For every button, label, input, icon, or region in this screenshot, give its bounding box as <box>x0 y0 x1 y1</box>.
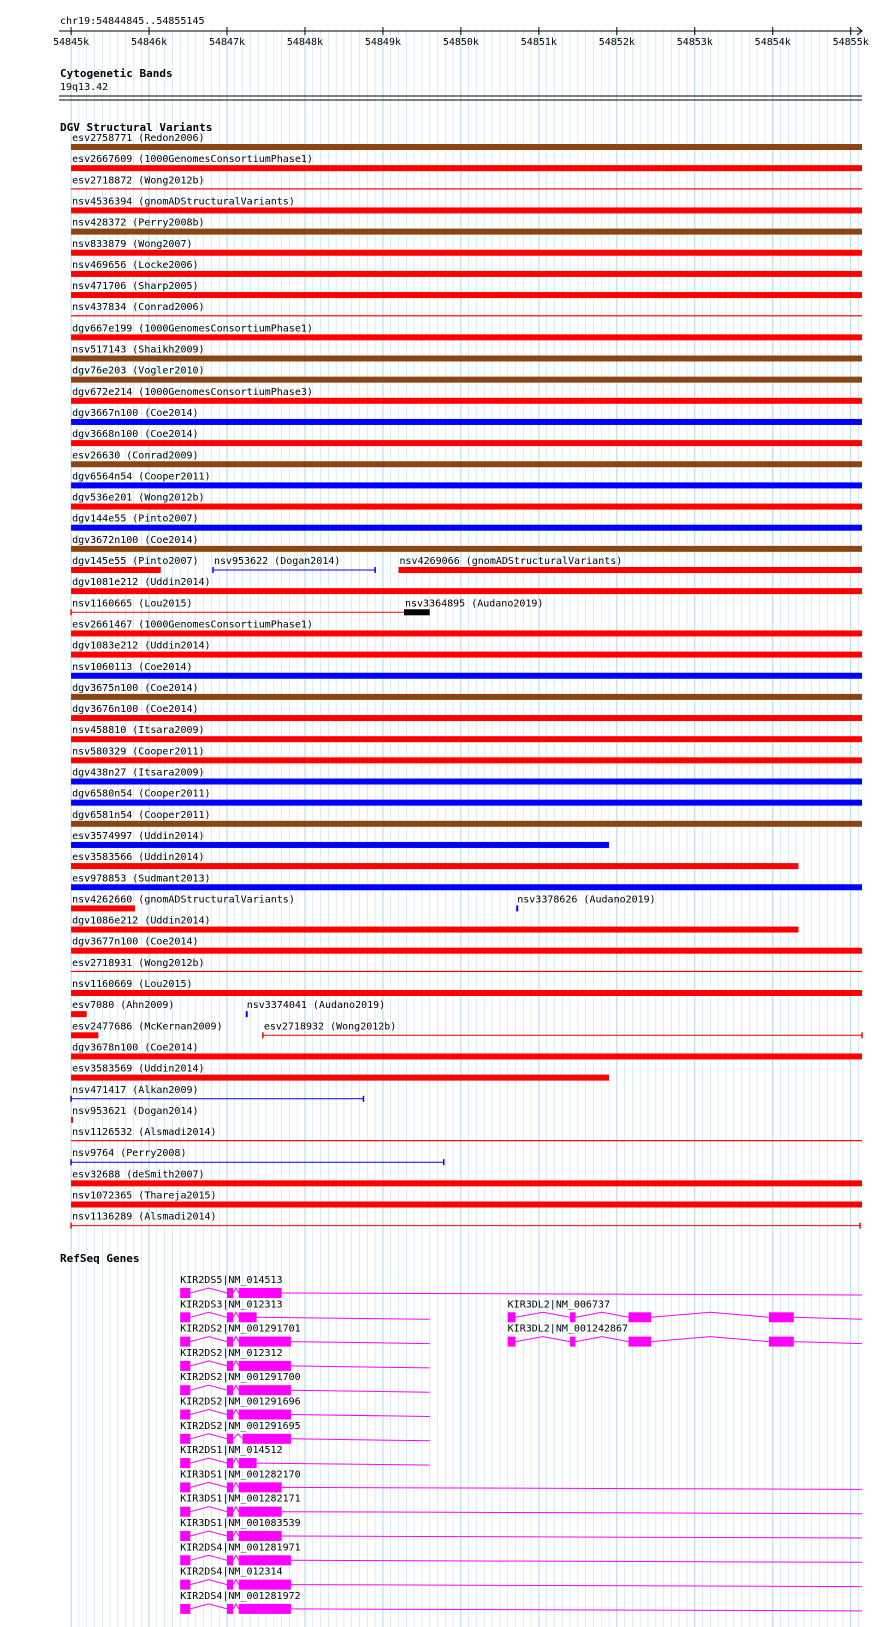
gene-exon[interactable] <box>227 1531 233 1541</box>
variant-bar[interactable] <box>71 250 862 256</box>
gene-exon[interactable] <box>239 1555 291 1565</box>
variant-feature[interactable] <box>71 450 862 467</box>
gene-exon[interactable] <box>227 1385 233 1395</box>
variant-bar[interactable] <box>71 779 862 785</box>
variant-feature[interactable] <box>71 218 862 235</box>
variant-feature[interactable] <box>71 662 862 679</box>
variant-feature[interactable] <box>71 725 862 742</box>
variant-label: esv978853 (Sudmant2013) <box>72 873 211 885</box>
variant-label: nsv471706 (Sharp2005) <box>72 281 199 293</box>
gene-intron <box>233 1555 238 1560</box>
variant-bar[interactable] <box>71 356 862 362</box>
variant-label: dgv1083e212 (Uddin2014) <box>72 640 211 652</box>
variant-bar[interactable] <box>71 377 862 383</box>
variant-feature[interactable] <box>71 894 295 911</box>
ruler-tick-label: 54854k <box>754 37 791 48</box>
variant-feature[interactable] <box>71 1000 174 1017</box>
variant-label: nsv437834 (Conrad2006) <box>72 302 205 314</box>
variant-feature[interactable] <box>71 429 862 446</box>
gene-exon[interactable] <box>227 1580 233 1590</box>
gene-exon[interactable] <box>239 1531 282 1541</box>
ruler-tick-label: 54855k <box>832 37 869 48</box>
gene-exon[interactable] <box>769 1337 794 1347</box>
variant-bar[interactable] <box>246 1011 248 1017</box>
gene-utr-line <box>291 1439 430 1441</box>
variant-label: nsv471417 (Alkan2009) <box>72 1084 199 1096</box>
variant-label: nsv1072365 (Thareja2015) <box>72 1190 217 1202</box>
gene-feature[interactable] <box>180 1542 862 1565</box>
variant-bar[interactable] <box>404 609 430 615</box>
variant-feature[interactable] <box>71 471 862 488</box>
gene-label: KIR3DS1|NM_001083539 <box>180 1518 301 1529</box>
variant-feature[interactable] <box>404 598 543 615</box>
variant-label: nsv1136289 (Alsmadi2014) <box>72 1211 217 1223</box>
variant-label: dgv6581n54 (Cooper2011) <box>72 809 211 821</box>
variant-label: dgv3677n100 (Coe2014) <box>72 936 199 948</box>
gene-exon[interactable] <box>239 1288 282 1298</box>
variant-label: nsv3364895 (Audano2019) <box>404 598 544 610</box>
variant-feature[interactable] <box>71 789 862 806</box>
ruler-tick-label: 54845k <box>53 37 90 48</box>
variant-label: dgv438n27 (Itsara2009) <box>72 767 205 779</box>
gene-label: KIR2DS2|NM_001291700 <box>180 1372 301 1384</box>
variant-feature[interactable] <box>71 810 862 827</box>
variant-bar[interactable] <box>71 652 862 658</box>
gene-exon[interactable] <box>629 1312 652 1322</box>
variant-bar[interactable] <box>71 334 862 340</box>
variant-feature[interactable] <box>71 768 862 785</box>
gene-exon[interactable] <box>508 1312 516 1322</box>
variant-bar[interactable] <box>71 504 862 510</box>
variant-feature[interactable] <box>71 979 862 996</box>
gene-utr-line <box>291 1585 862 1587</box>
ruler-location: chr19:54844845..54855145 <box>60 16 205 27</box>
gene-exon[interactable] <box>180 1410 190 1420</box>
variant-label: esv3574997 (Uddin2014) <box>72 830 205 842</box>
variant-bar[interactable] <box>71 398 862 404</box>
variant-label: nsv580329 (Cooper2011) <box>72 746 205 758</box>
gene-label: KIR2DS2|NM_012312 <box>180 1347 283 1359</box>
gene-utr-line <box>282 1487 862 1489</box>
gene-exon[interactable] <box>239 1604 291 1614</box>
gene-label: KIR2DS2|NM_001291696 <box>180 1396 301 1408</box>
variant-feature[interactable] <box>71 704 862 721</box>
variant-bar[interactable] <box>71 144 862 150</box>
gene-intron <box>233 1507 238 1512</box>
gene-exon[interactable] <box>227 1434 233 1444</box>
variant-label: dgv3676n100 (Coe2014) <box>72 704 199 716</box>
variant-bar[interactable] <box>71 1075 609 1081</box>
variant-bar[interactable] <box>71 1202 862 1208</box>
gene-label: KIR2DS2|NM_001291701 <box>180 1323 301 1335</box>
variant-bar[interactable] <box>71 757 862 763</box>
gene-intron <box>233 1604 238 1609</box>
variant-label: dgv3668n100 (Coe2014) <box>72 429 199 441</box>
gene-exon[interactable] <box>180 1604 190 1614</box>
variant-feature[interactable] <box>71 1106 198 1123</box>
variant-label: nsv4536394 (gnomADStructuralVariants) <box>72 196 295 208</box>
gene-exon[interactable] <box>180 1531 190 1541</box>
variant-label: nsv1160665 (Lou2015) <box>72 598 193 610</box>
variant-feature[interactable] <box>71 175 862 189</box>
variant-bar[interactable] <box>71 271 862 277</box>
variant-feature[interactable] <box>71 831 609 848</box>
gene-utr-line <box>282 1512 862 1514</box>
variant-bar[interactable] <box>71 630 862 636</box>
gene-intron <box>233 1482 238 1487</box>
gene-intron <box>233 1312 238 1317</box>
gene-exon[interactable] <box>239 1410 291 1420</box>
variant-label: esv7080 (Ahn2009) <box>72 1000 175 1012</box>
variant-label: nsv469656 (Locke2006) <box>72 259 199 271</box>
gene-label: KIR2DS4|NM_001281971 <box>180 1542 301 1554</box>
gene-exon[interactable] <box>180 1361 190 1371</box>
ruler-tick-label: 54849k <box>364 37 401 48</box>
variant-label: dgv3675n100 (Coe2014) <box>72 682 199 694</box>
gene-intron <box>651 1312 769 1317</box>
gene-exon[interactable] <box>180 1337 190 1347</box>
variant-label: dgv144e55 (Pinto2007) <box>72 513 199 525</box>
gene-exon[interactable] <box>570 1337 575 1347</box>
variant-feature[interactable] <box>71 873 862 890</box>
variant-label: nsv953621 (Dogan2014) <box>72 1105 199 1117</box>
gene-exon[interactable] <box>570 1312 575 1322</box>
gene-exon[interactable] <box>180 1288 190 1298</box>
variant-bar[interactable] <box>71 229 862 235</box>
variant-bar[interactable] <box>399 567 862 573</box>
gene-exon[interactable] <box>769 1312 794 1322</box>
variant-bar[interactable] <box>71 588 862 594</box>
gene-utr-line <box>291 1609 862 1611</box>
ruler-tick-label: 54850k <box>442 37 479 48</box>
variant-label: esv3583566 (Uddin2014) <box>72 852 205 864</box>
variant-label: nsv458810 (Itsara2009) <box>72 725 205 737</box>
gene-exon[interactable] <box>227 1482 233 1492</box>
variant-feature[interactable] <box>71 408 862 425</box>
variant-feature[interactable] <box>71 1042 862 1059</box>
variant-feature[interactable] <box>71 535 862 552</box>
ruler-tick-label: 54848k <box>286 37 324 48</box>
gene-intron <box>515 1337 570 1342</box>
gene-feature[interactable] <box>180 1469 862 1492</box>
gene-exon[interactable] <box>227 1555 233 1565</box>
gene-label: KIR2DS3|NM_012313 <box>180 1299 283 1311</box>
gene-intron <box>233 1288 238 1293</box>
variant-label: dgv667e199 (1000GenomesConsortiumPhase1) <box>72 323 313 335</box>
gene-label: KIR3DS1|NM_001282170 <box>180 1469 301 1481</box>
variant-bar[interactable] <box>516 905 518 911</box>
ruler-tick-label: 54851k <box>520 37 557 48</box>
variant-bar[interactable] <box>71 292 862 298</box>
variant-feature[interactable] <box>71 493 862 510</box>
variant-label: nsv9764 (Perry2008) <box>72 1148 187 1160</box>
variant-feature[interactable] <box>71 937 862 954</box>
variant-label: nsv1060113 (Coe2014) <box>72 661 193 673</box>
variant-label: nsv4269066 (gnomADStructuralVariants) <box>399 556 623 567</box>
gene-exon[interactable] <box>239 1337 291 1347</box>
gene-exon[interactable] <box>239 1385 291 1395</box>
variant-bar[interactable] <box>71 546 862 552</box>
gene-exon[interactable] <box>227 1312 233 1322</box>
ruler-tick-label: 54852k <box>598 37 635 48</box>
variant-label: esv32688 (deSmith2007) <box>72 1169 205 1181</box>
variant-label: esv2718931 (Wong2012b) <box>72 957 205 969</box>
gene-intron <box>233 1361 238 1366</box>
variant-feature[interactable] <box>71 1127 862 1141</box>
variant-feature[interactable] <box>71 746 862 763</box>
variant-label: dgv3678n100 (Coe2014) <box>72 1042 199 1054</box>
variant-bar[interactable] <box>71 821 862 827</box>
gene-intron <box>515 1312 570 1317</box>
variant-feature[interactable] <box>71 641 862 658</box>
gene-label: KIR3DS1|NM_001282171 <box>180 1493 301 1505</box>
variant-label: nsv953622 (Dogan2014) <box>213 556 341 567</box>
gene-feature[interactable] <box>180 1591 862 1614</box>
gene-exon[interactable] <box>227 1337 233 1347</box>
variant-feature[interactable] <box>71 133 862 150</box>
variant-feature[interactable] <box>71 916 798 933</box>
variant-bar[interactable] <box>71 165 862 171</box>
gene-exon[interactable] <box>180 1434 190 1444</box>
variant-label: dgv6564n54 (Cooper2011) <box>72 471 211 483</box>
variant-feature[interactable] <box>71 239 862 256</box>
variant-bar[interactable] <box>71 1032 98 1038</box>
gene-exon[interactable] <box>227 1507 233 1517</box>
gene-intron <box>233 1337 238 1342</box>
gene-exon[interactable] <box>180 1555 190 1565</box>
gene-exon[interactable] <box>227 1604 233 1614</box>
variant-feature[interactable] <box>71 514 862 531</box>
variant-bar[interactable] <box>71 419 862 425</box>
variant-label: esv26630 (Conrad2009) <box>72 450 199 462</box>
gene-exon[interactable] <box>243 1434 291 1444</box>
variant-feature[interactable] <box>71 387 862 404</box>
variant-label: esv2758771 (Redon2006) <box>72 133 205 144</box>
variant-feature[interactable] <box>71 281 862 298</box>
variant-bar[interactable] <box>71 315 862 316</box>
variant-label: nsv3374041 (Audano2019) <box>246 1000 386 1012</box>
variant-feature[interactable] <box>71 1064 609 1081</box>
variant-label: esv2667609 (1000GenomesConsortiumPhase1) <box>72 154 313 166</box>
variant-feature[interactable] <box>71 852 798 869</box>
gene-feature[interactable] <box>508 1324 862 1347</box>
variant-label: nsv428372 (Perry2008b) <box>72 217 205 229</box>
gene-feature[interactable] <box>180 1567 862 1590</box>
gene-exon[interactable] <box>180 1458 190 1468</box>
variant-feature[interactable] <box>71 260 862 277</box>
variant-label: dgv3667n100 (Coe2014) <box>72 407 199 419</box>
variant-feature[interactable] <box>71 323 862 340</box>
variant-feature[interactable] <box>71 1021 223 1038</box>
cytoband-label: 19q13.42 <box>60 82 109 93</box>
cytoband-track-title: Cytogenetic Bands <box>60 67 173 80</box>
variant-feature[interactable] <box>71 598 406 615</box>
gene-utr-line <box>291 1415 430 1417</box>
variant-label: nsv3378626 (Audano2019) <box>517 894 656 906</box>
variant-feature[interactable] <box>516 894 655 911</box>
variant-bar[interactable] <box>71 1053 862 1059</box>
gene-exon[interactable] <box>629 1337 652 1347</box>
variant-bar[interactable] <box>71 905 135 911</box>
variant-label: nsv1160669 (Lou2015) <box>72 979 193 990</box>
ruler-tick-label: 54853k <box>676 37 713 48</box>
variant-label: esv3583569 (Uddin2014) <box>72 1063 205 1075</box>
gene-utr-line <box>291 1560 862 1562</box>
variant-label: dgv536e201 (Wong2012b) <box>72 492 205 504</box>
gene-feature[interactable] <box>180 1518 862 1541</box>
ruler-track <box>53 16 869 48</box>
gene-exon[interactable] <box>239 1458 257 1468</box>
variant-feature[interactable] <box>71 345 862 362</box>
gene-intron <box>233 1531 238 1536</box>
gene-exon[interactable] <box>227 1410 233 1420</box>
gene-intron <box>233 1385 238 1390</box>
gene-intron <box>575 1312 628 1317</box>
variant-label: dgv3672n100 (Coe2014) <box>72 534 199 546</box>
variant-feature[interactable] <box>71 1148 444 1165</box>
variant-bar[interactable] <box>71 971 862 972</box>
gene-label: KIR3DL2|NM_006737 <box>507 1299 611 1311</box>
variant-bar[interactable] <box>71 1011 87 1017</box>
gene-intron <box>233 1410 238 1415</box>
variant-feature[interactable] <box>71 154 862 171</box>
variant-feature[interactable] <box>246 1000 385 1017</box>
variant-bar[interactable] <box>71 715 862 721</box>
variant-label: esv2477686 (McKernan2009) <box>72 1021 223 1033</box>
variant-label: dgv6580n54 (Cooper2011) <box>72 788 211 800</box>
gene-exon[interactable] <box>239 1361 291 1371</box>
gene-feature[interactable] <box>180 1494 862 1517</box>
variant-label: esv2718932 (Wong2012b) <box>263 1021 397 1033</box>
variant-feature[interactable] <box>71 958 862 972</box>
gene-intron <box>575 1337 628 1342</box>
gene-exon[interactable] <box>227 1288 233 1298</box>
variant-feature[interactable] <box>71 619 862 636</box>
variant-feature[interactable] <box>71 302 862 316</box>
variant-bar[interactable] <box>71 990 862 996</box>
gene-utr-line <box>291 1366 430 1368</box>
gene-utr-line <box>291 1390 430 1392</box>
refseq-track-title: RefSeq Genes <box>60 1252 140 1265</box>
variant-bar[interactable] <box>71 884 862 890</box>
variant-label: dgv1081e212 (Uddin2014) <box>72 577 211 589</box>
variant-label: esv2661467 (1000GenomesConsortiumPhase1) <box>72 619 313 631</box>
variant-label: dgv1086e212 (Uddin2014) <box>72 915 211 927</box>
gene-exon[interactable] <box>239 1312 257 1322</box>
variant-feature[interactable] <box>71 1169 862 1186</box>
gene-label: KIR2DS2|NM_001291695 <box>180 1420 301 1432</box>
variant-bar[interactable] <box>71 842 609 848</box>
gene-utr-line <box>291 1342 430 1344</box>
variant-bar[interactable] <box>71 1140 862 1141</box>
gene-feature[interactable] <box>180 1275 862 1298</box>
variant-bar[interactable] <box>71 948 862 954</box>
gene-feature[interactable] <box>508 1299 862 1322</box>
gene-exon[interactable] <box>239 1580 291 1590</box>
gene-utr-line <box>257 1463 430 1465</box>
variant-feature[interactable] <box>213 556 375 573</box>
variant-label: esv2718872 (Wong2012b) <box>72 175 205 187</box>
gene-utr-line <box>282 1293 862 1295</box>
variant-bar[interactable] <box>71 482 862 488</box>
gene-exon[interactable] <box>227 1458 233 1468</box>
gene-exon[interactable] <box>180 1580 190 1590</box>
gene-intron <box>651 1337 769 1342</box>
variant-bar[interactable] <box>71 207 862 213</box>
variant-bar[interactable] <box>71 800 862 806</box>
variant-feature[interactable] <box>71 683 862 700</box>
variant-bar[interactable] <box>71 567 161 573</box>
gene-label: KIR2DS4|NM_001281972 <box>180 1590 301 1602</box>
variant-feature[interactable] <box>71 577 862 594</box>
gene-exon[interactable] <box>180 1507 190 1517</box>
gene-exon[interactable] <box>180 1385 190 1395</box>
variant-bar[interactable] <box>71 863 798 869</box>
variant-bar[interactable] <box>71 525 862 531</box>
variant-feature[interactable] <box>71 556 198 573</box>
dgv-track-title: DGV Structural Variants <box>60 121 213 134</box>
gene-label: KIR2DS5|NM_014513 <box>180 1275 283 1286</box>
variant-bar[interactable] <box>71 440 862 446</box>
variant-feature[interactable] <box>71 1085 363 1102</box>
variant-label: dgv145e55 (Pinto2007) <box>72 556 199 567</box>
gene-exon[interactable] <box>239 1482 282 1492</box>
variant-bar[interactable] <box>71 927 798 933</box>
variant-bar[interactable] <box>71 673 862 679</box>
gene-label: KIR3DL2|NM_001242867 <box>507 1323 629 1335</box>
gene-exon[interactable] <box>239 1507 282 1517</box>
variant-feature[interactable] <box>71 366 862 383</box>
variant-label: nsv1126532 (Alsmadi2014) <box>72 1127 217 1139</box>
gene-utr-line <box>282 1536 862 1538</box>
variant-bar[interactable] <box>71 188 862 189</box>
gene-label: KIR2DS1|NM_014512 <box>180 1445 283 1457</box>
variant-feature[interactable] <box>71 196 862 213</box>
variant-bar[interactable] <box>71 1180 862 1186</box>
variant-bar[interactable] <box>71 694 862 700</box>
variant-bar[interactable] <box>71 1117 73 1123</box>
variant-label: nsv833879 (Wong2007) <box>72 238 193 250</box>
gene-exon[interactable] <box>227 1361 233 1371</box>
gene-exon[interactable] <box>508 1337 516 1347</box>
ruler-tick-label: 54847k <box>208 37 246 48</box>
gene-exon[interactable] <box>180 1482 190 1492</box>
gene-intron <box>233 1580 238 1585</box>
ruler-tick-label: 54846k <box>130 37 168 48</box>
variant-label: dgv76e203 (Vogler2010) <box>72 365 205 377</box>
gene-intron <box>233 1458 238 1463</box>
gene-utr-line <box>257 1317 430 1319</box>
variant-label: nsv4262660 (gnomADStructuralVariants) <box>72 894 295 906</box>
variant-feature[interactable] <box>71 1191 862 1208</box>
variant-feature[interactable] <box>399 556 862 573</box>
gene-label: KIR2DS4|NM_012314 <box>180 1566 283 1578</box>
variant-bar[interactable] <box>71 736 862 742</box>
variant-bar[interactable] <box>71 461 862 467</box>
variant-label: dgv672e214 (1000GenomesConsortiumPhase3) <box>72 386 313 398</box>
gene-exon[interactable] <box>180 1312 190 1322</box>
variant-label: nsv517143 (Shaikh2009) <box>72 344 205 356</box>
